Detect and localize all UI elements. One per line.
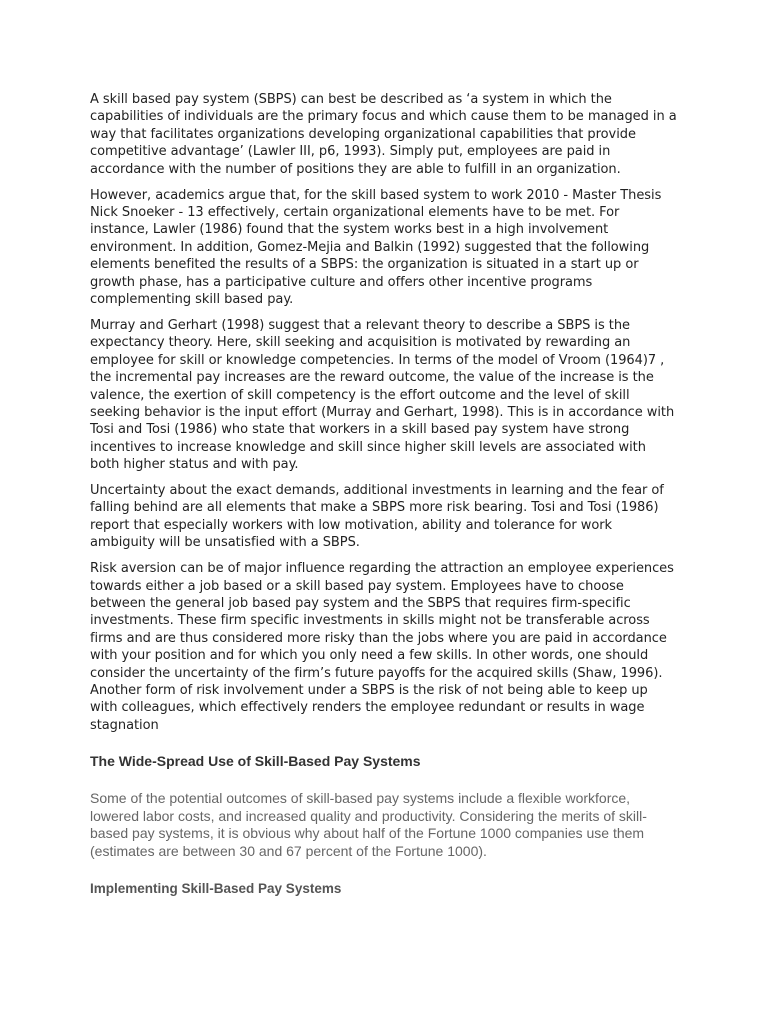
paragraph-uncertainty: Uncertainty about the exact demands, additional investments in learning and the fear of falling behind are all elements that make a SBPS more risk bearing. Tosi and Tosi (1986) report that especially workers with low motivation, ability and tolerance for work ambiguity will be unsatisfied with a SBPS. [90, 483, 664, 551]
paragraph-sbps-definition: A skill based pay system (SBPS) can best be described as ‘a system in which the capabilities of individuals are the primary focus and which cause them to be managed in a way that facilitates organizations developing organizational capabilities that provide competitive advantage’ (Lawler III, p6, 1993). Simply put, employees are paid in accordance with the number of positions they are able to fulfill in an organization. [90, 92, 677, 177]
paragraph-potential-outcomes: Some of the potential outcomes of skill-based pay systems include a flexible workforce, lowered labor costs, and increased quality and productivity. Considering the merits of skill-based pay systems, it is obvious why about half of the Fortune 1000 companies use them (estimates are between 30 and 67 percent of the Fortune 1000). [90, 790, 647, 859]
document-page [90, 91, 678, 897]
paragraph-expectancy-theory: Murray and Gerhart (1998) suggest that a relevant theory to describe a SBPS is the expectancy theory. Here, skill seeking and acquisition is motivated by rewarding an employee for skill or knowledge competencies. In terms of the model of Vroom (1964)7 , the incremental pay increases are the reward outcome, the value of the increase is the valence, the exertion of skill competency is the effort outcome and the level of skill seeking behavior is the input effort (Murray and Gerhart, 1998). This is in accordance with Tosi and Tosi (1986) who state that workers in a skill based pay system have strong incentives to increase knowledge and skill since higher skill levels are associated with both higher status and with pay. [90, 317, 675, 473]
section-subheading: Implementing Skill-Based Pay Systems [90, 881, 342, 897]
section-heading: The Wide-Spread Use of Skill-Based Pay Systems [90, 753, 421, 770]
paragraph-risk-aversion: Risk aversion can be of major influence regarding the attraction an employee experiences towards either a job based or a skill based pay system. Employees have to choose between the general job based pay system and the SBPS that requires firm-specific investments. These firm specific investments in skills might not be transferable across firms and are thus considered more risky than the jobs where you are paid in accordance with your position and for which you only need a few skills. In other words, one should consider the uncertainty of the firm’s future payoffs for the acquired skills (Shaw, 1996). Another form of risk involvement under a SBPS is the risk of not being able to keep up with colleagues, which effectively renders the employee redundant or results in wage stagnation [90, 561, 674, 733]
paragraph-organizational-elements: However, academics argue that, for the skill based system to work 2010 - Master Thesis Nick Snoeker - 13 effectively, certain organizational elements have to be met. For instance, Lawler (1986) found that the system works best in a high involvement environment. In addition, Gomez-Mejia and Balkin (1992) suggested that the following elements benefited the results of a SBPS: the organization is situated in a start up or growth phase, has a participative culture and offers other incentive programs complementing skill based pay. [90, 187, 662, 307]
